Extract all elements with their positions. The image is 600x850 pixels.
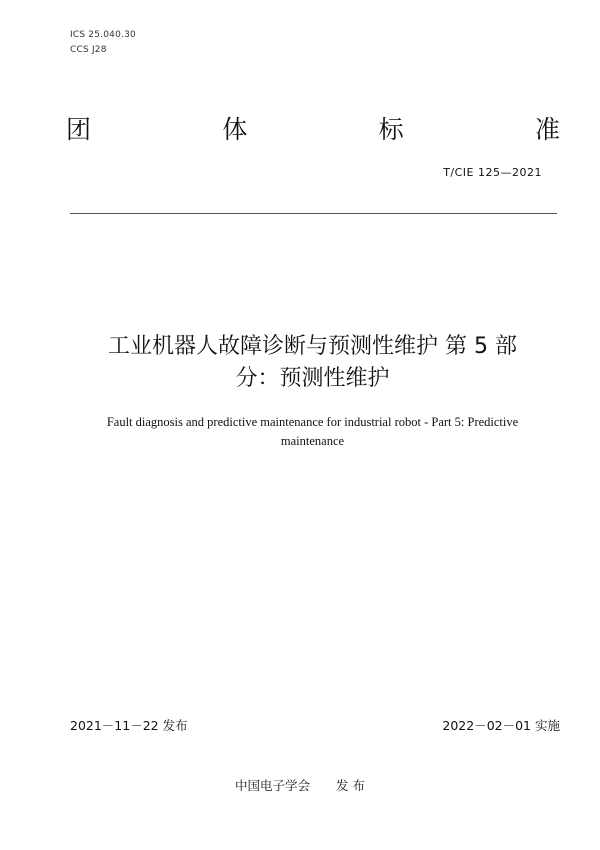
publisher	[0, 776, 600, 794]
group-standard-heading	[66, 114, 560, 146]
english-title-line: maintenance	[280, 434, 345, 448]
issue-date: 2021－11－22 发布	[70, 718, 188, 733]
header-divider	[70, 213, 557, 214]
heading-char: 团	[66, 115, 92, 144]
ics-code: ICS 25.040.30	[70, 30, 136, 40]
english-title	[60, 413, 565, 451]
english-title-line: Fault diagnosis and predictive maintenance for industrial robot - Part 5: Predictive	[106, 415, 519, 429]
chinese-title-line: 工业机器人故障诊断与预测性维护 第 5 部	[108, 334, 517, 359]
ccs-code: CCS J28	[70, 45, 107, 55]
publish-action: 发 布	[336, 778, 365, 793]
standard-code: T/CIE 125—2021	[443, 166, 542, 179]
implementation-date: 2022－02－01 实施	[442, 718, 560, 733]
heading-char: 标	[378, 115, 404, 144]
heading-char: 体	[222, 115, 248, 144]
chinese-title	[60, 331, 565, 395]
heading-char: 准	[534, 115, 560, 144]
publisher-name: 中国电子学会	[235, 778, 311, 793]
chinese-title-line: 分：预测性维护	[235, 366, 390, 391]
